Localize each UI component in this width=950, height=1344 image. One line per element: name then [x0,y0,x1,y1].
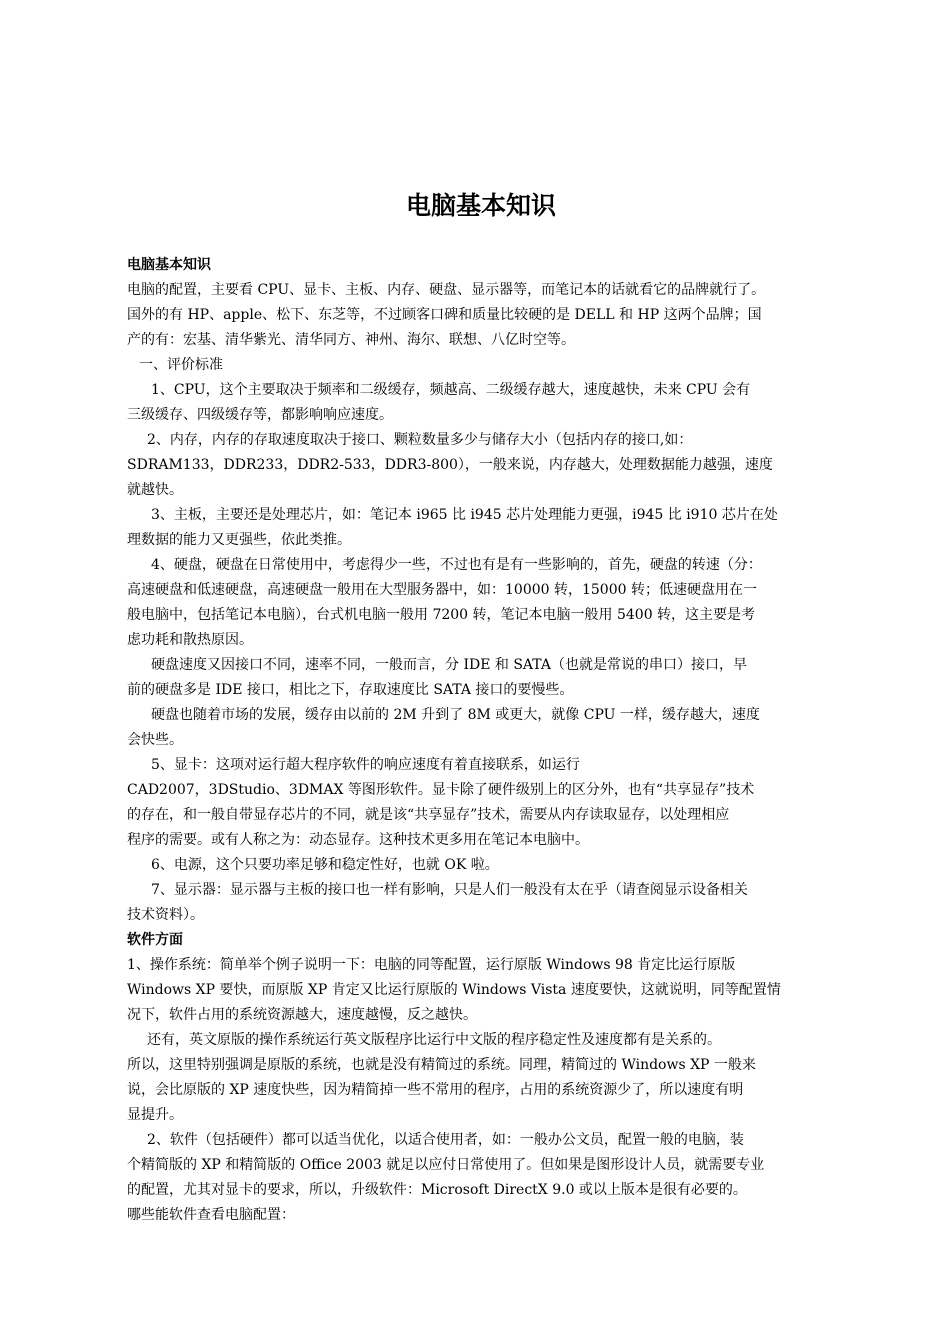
paragraph-line: 显提升。 [127,1107,183,1123]
paragraph-line: 1、CPU，这个主要取决于频率和二级缓存，频越高、二级缓存越大，速度越快，未来 CPU 会有 [151,382,751,398]
paragraph-line: 国外的有 HP、apple、松下、东芝等，不过顾客口碑和质量比较硬的是 DELL 和 HP 这两个品牌；国 [127,307,762,323]
document-title: 电脑基本知识 [405,191,556,220]
paragraph-line: 前的硬盘多是 IDE 接口，相比之下，存取速度比 SATA 接口的要慢些。 [127,682,574,698]
paragraph-line: 般电脑中，包括笔记本电脑），台式机电脑一般用 7200 转，笔记本电脑一般用 5400 转，这主要是考 [127,607,756,623]
paragraph-line: 3、主板，主要还是处理芯片，如：笔记本 i965 比 i945 芯片处理能力更强，i945 比 i910 芯片在处 [151,507,778,523]
paragraph-line: 2、软件（包括硬件）都可以适当优化，以适合使用者，如：一般办公文员，配置一般的电脑，装 [147,1132,744,1148]
paragraph-line: 硬盘速度又因接口不同，速率不同，一般而言，分 IDE 和 SATA（也就是常说的串口）接口，早 [151,657,747,673]
paragraph-line: 的存在，和一般自带显存芯片的不同，就是该“共享显存”技术，需要从内存读取显存，以处理相应 [127,807,730,823]
paragraph-line: 5、显卡：这项对运行超大程序软件的响应速度有着直接联系，如运行 [151,757,580,773]
paragraph-line: 高速硬盘和低速硬盘，高速硬盘一般用在大型服务器中，如：10000 转，15000 转；低速硬盘用在一 [127,582,757,598]
paragraph-line: 6、电源，这个只要功率足够和稳定性好，也就 OK 啦。 [151,857,499,873]
paragraph-line: 说，会比原版的 XP 速度快些，因为精简掉一些不常用的程序，占用的系统资源少了，所以速度有明 [127,1082,744,1098]
paragraph-line: 程序的需要。或有人称之为：动态显存。这种技术更多用在笔记本电脑中。 [127,832,589,848]
paragraph-line: 所以，这里特别强调是原版的系统，也就是没有精简过的系统。同理，精简过的 Windows XP 一般来 [127,1057,756,1073]
paragraph-line: CAD2007，3DStudio、3DMAX 等图形软件。显卡除了硬件级别上的区分外，也有“共享显存”技术 [127,782,755,798]
document-body [127,253,842,1228]
paragraph-line: 况下，软件占用的系统资源越大，速度越慢，反之越快。 [127,1007,477,1023]
paragraph-line: 虑功耗和散热原因。 [127,632,253,648]
paragraph-line: 理数据的能力又更强些，依此类推。 [127,532,351,548]
paragraph-line: 三级缓存、四级缓存等，都影响响应速度。 [127,407,393,423]
paragraph-line: 哪些能软件查看电脑配置： [127,1207,295,1223]
paragraph-line: 7、显示器：显示器与主板的接口也一样有影响，只是人们一般没有太在乎（请查阅显示设备相关 [151,882,748,898]
paragraph-line: 一、评价标准 [139,357,223,373]
paragraph-line: 4、硬盘，硬盘在日常使用中，考虑得少一些，不过也有是有一些影响的，首先，硬盘的转速（分： [151,557,762,573]
paragraph-line: 个精简版的 XP 和精简版的 Office 2003 就足以应付日常使用了。但如果是图形设计人员，就需要专业 [127,1157,765,1173]
paragraph-line: 技术资料）。 [127,907,204,923]
paragraph-line: 产的有：宏基、清华紫光、清华同方、神州、海尔、联想、八亿时空等。 [127,332,575,348]
paragraph-line: 2、内存，内存的存取速度取决于接口、颗粒数量多少与储存大小（包括内存的接口,如： [147,432,693,448]
paragraph-line: 会快些。 [127,732,183,748]
paragraph-line: 还有，英文原版的操作系统运行英文版程序比运行中文版的程序稳定性及速度都有是关系的。 [147,1032,721,1048]
section-heading: 电脑基本知识 [127,257,211,273]
paragraph-line: SDRAM133，DDR233，DDR2-533，DDR3-800），一般来说，内存越大，处理数据能力越强，速度 [127,457,773,473]
paragraph-line: 就越快。 [127,482,183,498]
paragraph-line: 1、操作系统：简单举个例子说明一下：电脑的同等配置，运行原版 Windows 98 肯定比运行原版 [127,957,736,973]
section-heading: 软件方面 [127,932,183,948]
paragraph-line: 硬盘也随着市场的发展，缓存由以前的 2M 升到了 8M 或更大，就像 CPU 一样，缓存越大，速度 [151,707,760,723]
paragraph-line: Windows XP 要快，而原版 XP 肯定又比运行原版的 Windows Vista 速度要快，这就说明，同等配置情 [127,982,781,998]
paragraph-line: 电脑的配置，主要看 CPU、显卡、主板、内存、硬盘、显示器等，而笔记本的话就看它的品牌就行了。 [127,282,766,298]
paragraph-line: 的配置，尤其对显卡的要求，所以，升级软件：Microsoft DirectX 9.0 或以上版本是很有必要的。 [127,1182,747,1198]
